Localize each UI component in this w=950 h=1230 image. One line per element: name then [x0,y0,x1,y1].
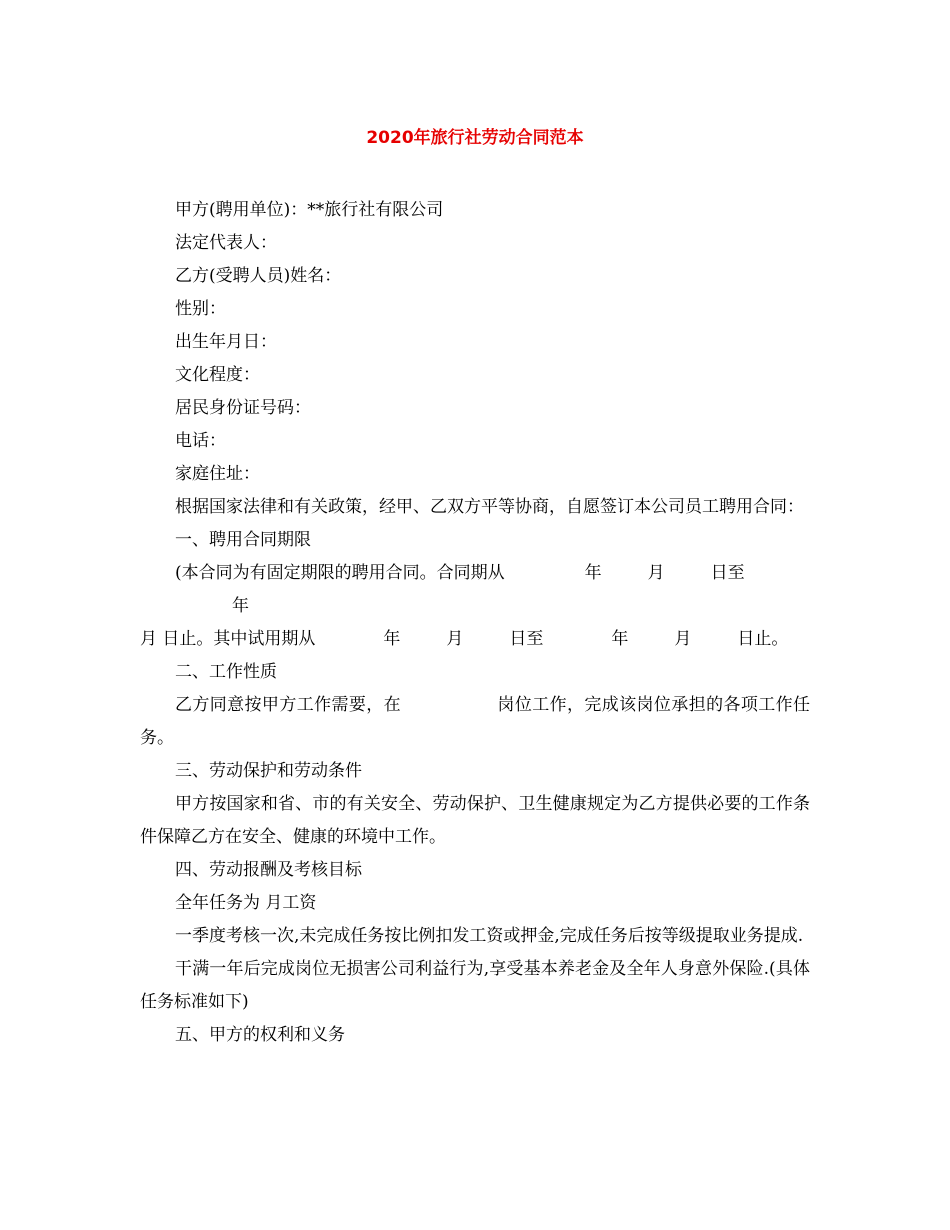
birthday-line: 出生年月日： [175,332,277,352]
section-3-paragraph: 甲方按国家和省、市的有关安全、劳动保护、卫生健康规定为乙方提供必要的工作条件保障乙方在安全、健康的环境中工作。 [140,794,810,847]
word-year: 年 [383,629,401,649]
word-day-to: 日至 [509,629,544,649]
preamble-paragraph: 根据国家法律和有关政策，经甲、乙双方平等协商，自愿签订本公司员工聘用合同： [175,497,804,517]
party-a-line: 甲方(聘用单位)：**旅行社有限公司 [175,200,444,220]
gender-line: 性别： [175,299,226,319]
id-number-line: 居民身份证号码： [175,398,311,418]
word-month: 月 [140,629,157,649]
term-intro: (本合同为有固定期限的聘用合同。合同期从 [175,563,505,583]
legal-rep-line: 法定代表人： [175,233,277,253]
section-3-heading: 三、劳动保护和劳动条件 [175,761,362,781]
section-4-task-line: 全年任务为 月工资 [175,893,317,913]
word-year: 年 [611,629,629,649]
document-body [140,194,810,1052]
word-day-stop: 日止。 [737,629,789,649]
phone-line: 电话： [175,431,226,451]
word-day-to: 日至 [710,563,745,583]
section-2-heading: 二、工作性质 [175,662,277,682]
word-year: 年 [584,563,602,583]
position-intro: 乙方同意按甲方工作需要，在 [175,695,402,715]
word-month: 月 [647,563,665,583]
address-line: 家庭住址： [175,464,260,484]
word-year: 年 [232,596,249,616]
word-day-end: 日止。其中试用期从 [162,629,316,649]
section-2-paragraph [140,689,810,755]
position-outro: 岗位工作，完成该岗位承担的各项工作任务。 [140,695,811,748]
word-month: 月 [674,629,692,649]
section-4-assessment-paragraph: 一季度考核一次,未完成任务按比例扣发工资或押金,完成任务后按等级提取业务提成. [175,926,804,946]
section-4-benefits-paragraph: 干满一年后完成岗位无损害公司利益行为,享受基本养老金及全年人身意外保险.(具体任务标准如下) [140,959,810,1012]
section-5-heading: 五、甲方的权利和义务 [175,1025,345,1045]
word-month: 月 [446,629,464,649]
section-1-paragraph [140,557,810,656]
document-title: 2020年旅行社劳动合同范本 [366,128,584,148]
section-1-heading: 一、聘用合同期限 [175,530,311,550]
section-4-heading: 四、劳动报酬及考核目标 [175,860,362,880]
party-b-line: 乙方(受聘人员)姓名： [175,266,342,286]
education-line: 文化程度： [175,365,260,385]
